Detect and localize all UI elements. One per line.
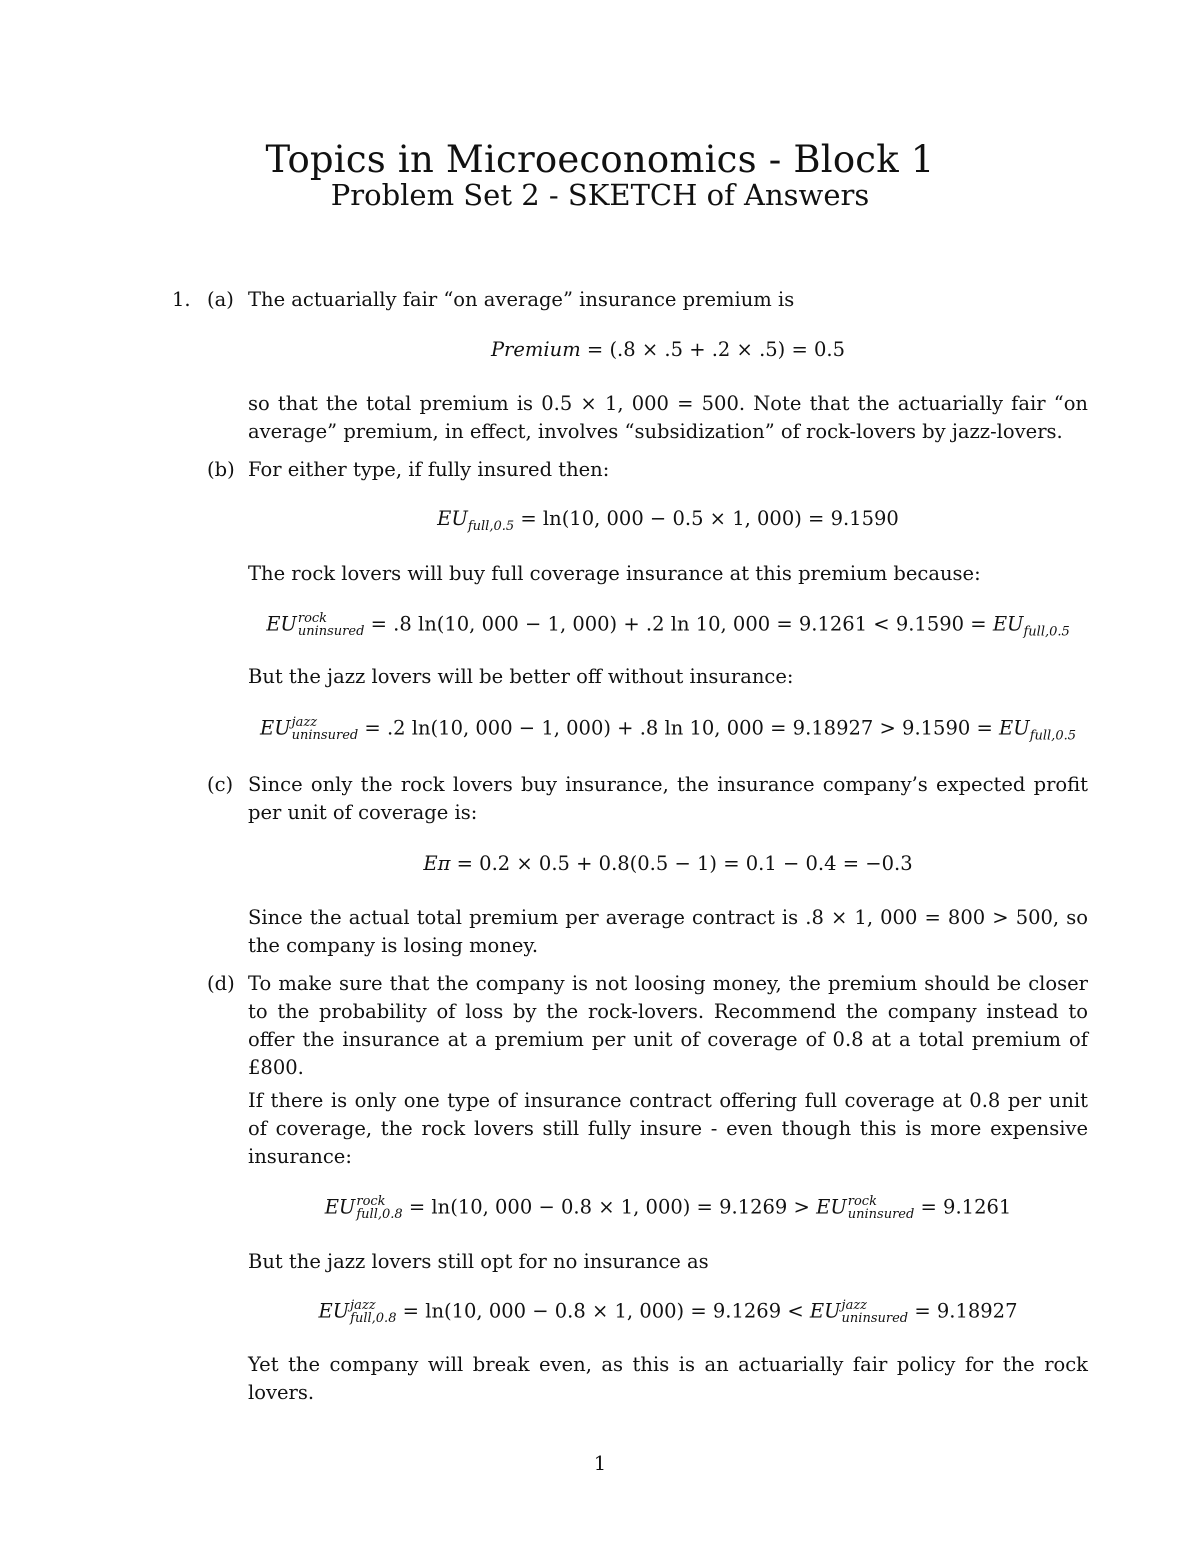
part-b-intro: For either type, if fully insured then:	[248, 458, 610, 481]
eu-symbol: EU	[809, 1299, 841, 1323]
eu-symbol: EU	[318, 1299, 350, 1323]
eu-symbol: EU	[999, 716, 1030, 740]
rock-full-08-result: = 9.1261	[920, 1195, 1012, 1219]
question-number: 1.	[172, 288, 191, 311]
eu-subscript: full,0.5	[467, 518, 515, 534]
eu-subscript: full,0.8	[356, 1207, 403, 1222]
jazz-full-08-expression: = ln(10, 000 − 0.8 × 1, 000) = 9.1269 <	[402, 1299, 804, 1323]
part-a-intro: The actuarially fair “on average” insurance premium is	[248, 288, 795, 311]
rock-full-08-expression: = ln(10, 000 − 0.8 × 1, 000) = 9.1269 >	[408, 1195, 810, 1219]
part-d-text-1: If there is only one type of insurance contract offering full coverage at 0.8 per unit of coverage, the rock lovers still fully insure - even though this is more expensive insurance:	[248, 1089, 1088, 1168]
eu-subscript: uninsured	[841, 1311, 909, 1326]
part-d-intro: To make sure that the company is not loosing money, the premium should be closer to the probability of loss by the rock-lovers. Recommend the company instead to offer the insurance at a premium per unit of coverage of 0.8 at a total premium of £800.	[248, 972, 1088, 1079]
eu-subscript: uninsured	[847, 1207, 915, 1222]
jazz-uninsured-expression: = .2 ln(10, 000 − 1, 000) + .8 ln 10, 000 = 9.18927 > 9.1590 =	[364, 716, 993, 740]
premium-expression: = (.8 × .5 + .2 × .5) = 0.5	[586, 338, 846, 361]
part-b-label: (b)	[207, 458, 235, 481]
part-a-text: so that the total premium is 0.5 × 1, 000 = 500. Note that the actuarially fair “on average” premium, in effect, involves “subsidization” of rock-lovers by jazz-lovers.	[248, 392, 1088, 443]
eu-symbol: EU	[259, 716, 291, 740]
rock-full-08-equation	[248, 1195, 1088, 1221]
premium-symbol: Premium	[490, 338, 581, 361]
eu-subscript: full,0.5	[1023, 624, 1070, 640]
part-d-label: (d)	[207, 972, 235, 995]
jazz-full-08-equation	[248, 1299, 1088, 1325]
rock-text: The rock lovers will buy full coverage insurance at this premium because:	[248, 562, 981, 585]
eu-subscript: full,0.5	[1029, 728, 1076, 744]
jazz-text: But the jazz lovers will be better off without insurance:	[248, 665, 794, 688]
jazz-uninsured-equation	[248, 716, 1088, 743]
eu-superscript: rock	[847, 1194, 877, 1209]
eu-symbol: EU	[437, 507, 468, 530]
part-c-intro: Since only the rock lovers buy insurance, the insurance company’s expected profit per unit of coverage is:	[248, 773, 1088, 824]
eu-symbol: EU	[992, 612, 1024, 636]
document-title: Topics in Microeconomics - Block 1	[265, 138, 935, 181]
eu-superscript: jazz	[841, 1298, 868, 1313]
jazz-full-08-result: = 9.18927	[914, 1299, 1018, 1323]
eu-full-equation	[248, 507, 1088, 534]
premium-equation	[248, 338, 1088, 361]
eu-symbol: EU	[266, 612, 297, 636]
part-a-label: (a)	[207, 288, 234, 311]
page-number: 1	[593, 1452, 607, 1475]
profit-expression: = 0.2 × 0.5 + 0.8(0.5 − 1) = 0.1 − 0.4 = −0.3	[456, 852, 913, 875]
profit-symbol: Eπ	[423, 852, 451, 875]
part-d-text-2: But the jazz lovers still opt for no insurance as	[248, 1250, 709, 1273]
eu-subscript: full,0.8	[350, 1311, 397, 1326]
document-subtitle: Problem Set 2 - SKETCH of Answers	[330, 178, 870, 212]
profit-equation	[248, 852, 1088, 875]
eu-superscript: jazz	[350, 1298, 376, 1313]
part-c-text: Since the actual total premium per average contract is .8 × 1, 000 = 800 > 500, so the company is losing money.	[248, 906, 1088, 957]
eu-superscript: rock	[297, 611, 328, 626]
eu-symbol: EU	[324, 1195, 356, 1219]
rock-uninsured-equation	[248, 612, 1088, 639]
eu-subscript: uninsured	[291, 728, 359, 743]
part-c-label: (c)	[207, 773, 234, 796]
eu-superscript: jazz	[291, 715, 318, 730]
eu-full-expression: = ln(10, 000 − 0.5 × 1, 000) = 9.1590	[520, 507, 899, 530]
part-d-text-3: Yet the company will break even, as this is an actuarially fair policy for the rock lovers.	[248, 1353, 1088, 1404]
eu-superscript: rock	[356, 1194, 386, 1209]
eu-symbol: EU	[816, 1195, 847, 1219]
rock-uninsured-expression: = .8 ln(10, 000 − 1, 000) + .2 ln 10, 000 = 9.1261 < 9.1590 =	[370, 612, 987, 636]
eu-subscript: uninsured	[297, 624, 365, 639]
